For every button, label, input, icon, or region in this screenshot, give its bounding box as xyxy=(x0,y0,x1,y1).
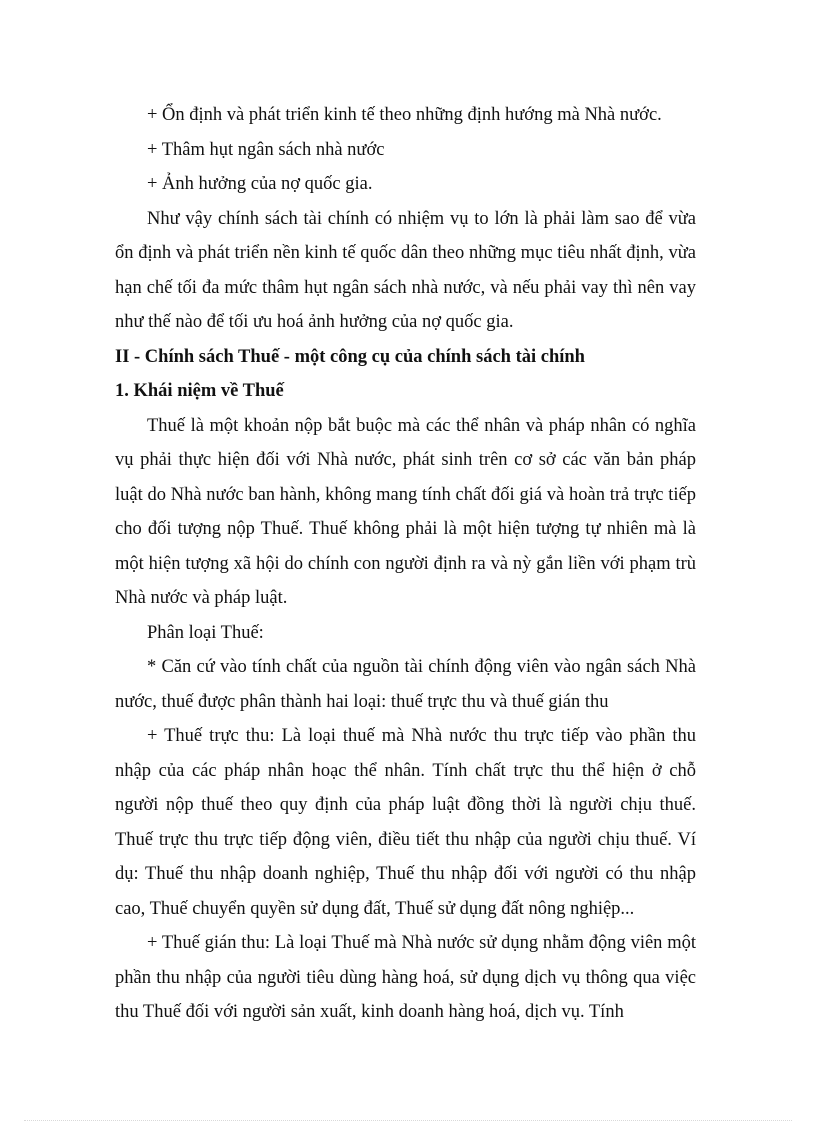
bullet-national-debt: + Ảnh hưởng của nợ quốc gia. xyxy=(147,174,373,194)
document-body xyxy=(115,98,696,1030)
section-heading: II - Chính sách Thuế - một công cụ của chính sách tài chính xyxy=(115,346,585,367)
page-bottom-divider xyxy=(24,1120,792,1121)
paragraph-classification-criterion: * Căn cứ vào tính chất của nguồn tài chính động viên vào ngân sách Nhà nước, thuế được phân thành hai loại: thuế trực thu và thuế gián thu xyxy=(115,657,696,712)
bullet-stabilize-economy: + Ổn định và phát triển kinh tế theo những định hướng mà Nhà nước. xyxy=(147,105,662,125)
paragraph-tax-definition: Thuế là một khoản nộp bắt buộc mà các thể nhân và pháp nhân có nghĩa vụ phải thực hiện đối với Nhà nước, phát sinh trên cơ sở các văn bản pháp luật do Nhà nước ban hành, không mang tính chất đối giá và hoàn trả trực tiếp cho đối tượng nộp Thuế. Thuế không phải là một hiện tượng tự nhiên mà là một hiện tượng xã hội do chính con người định ra và nỳ gắn liền với phạm trù Nhà nước và pháp luật. xyxy=(115,415,696,608)
bullet-budget-deficit: + Thâm hụt ngân sách nhà nước xyxy=(147,139,385,160)
subsection-heading: 1. Khái niệm về Thuế xyxy=(115,381,284,401)
paragraph-direct-tax: + Thuế trực thu: Là loại thuế mà Nhà nước thu trực tiếp vào phần thu nhập của các pháp nhân hoạc thể nhân. Tính chất trực thu thể hiện ở chỗ người nộp thuế theo quy định của pháp luật đồng thời là người chịu thuế. Thuế trực thu trực tiếp động viên, điều tiết thu nhập của người chịu thuế. Ví dụ: Thuế thu nhập doanh nghiệp, Thuế thu nhập đối với người có thu nhập cao, Thuế chuyển quyền sử dụng đất, Thuế sử dụng đất nông nghiệp... xyxy=(115,726,696,919)
paragraph-indirect-tax: + Thuế gián thu: Là loại Thuế mà Nhà nước sử dụng nhằm động viên một phần thu nhập của người tiêu dùng hàng hoá, sử dụng dịch vụ thông qua việc thu Thuế đối với người sản xuất, kinh doanh hàng hoá, dịch vụ. Tính xyxy=(115,933,696,1022)
paragraph-summary: Như vậy chính sách tài chính có nhiệm vụ to lớn là phải làm sao để vừa ổn định và phát triển nền kinh tế quốc dân theo những mục tiêu nhất định, vừa hạn chế tối đa mức thâm hụt ngân sách nhà nước, và nếu phải vay thì nên vay như thế nào để tối ưu hoá ảnh hưởng của nợ quốc gia. xyxy=(115,208,696,332)
paragraph-tax-classification: Phân loại Thuế: xyxy=(147,622,264,643)
